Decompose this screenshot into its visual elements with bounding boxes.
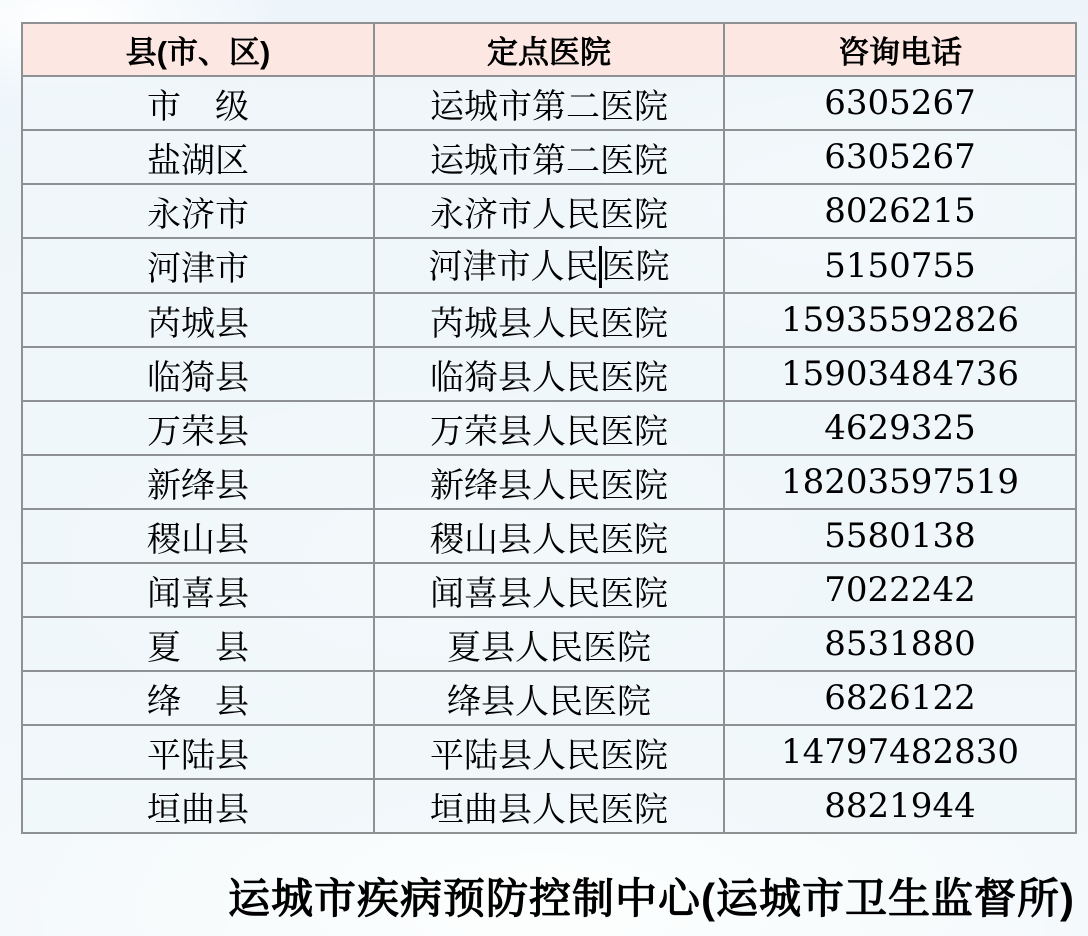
table-row — [22, 238, 1076, 293]
hospital-cell[interactable]: 稷山县人民医院 — [374, 509, 724, 563]
region-cell[interactable]: 平陆县 — [22, 725, 374, 779]
table-row — [22, 617, 1076, 671]
table-row — [22, 184, 1076, 238]
header-cell-region[interactable]: 县(市、区) — [22, 23, 374, 76]
hospital-cell[interactable]: 临猗县人民医院 — [374, 347, 724, 401]
table-row — [22, 509, 1076, 563]
phone-cell[interactable]: 18203597519 — [724, 455, 1076, 509]
table-body — [22, 76, 1076, 833]
region-cell[interactable]: 绛 县 — [22, 671, 374, 725]
region-cell[interactable]: 万荣县 — [22, 401, 374, 455]
phone-cell[interactable]: 14797482830 — [724, 725, 1076, 779]
hospital-cell[interactable]: 万荣县人民医院 — [374, 401, 724, 455]
hospital-cell[interactable]: 闻喜县人民医院 — [374, 563, 724, 617]
header-cell-phone[interactable]: 咨询电话 — [724, 23, 1076, 76]
hospital-cell[interactable]: 垣曲县人民医院 — [374, 779, 724, 833]
region-cell[interactable]: 市 级 — [22, 76, 374, 130]
hospital-cell[interactable]: 永济市人民医院 — [374, 184, 724, 238]
table-row — [22, 455, 1076, 509]
hospital-cell[interactable]: 芮城县人民医院 — [374, 293, 724, 347]
hospital-cell[interactable]: 平陆县人民医院 — [374, 725, 724, 779]
footer-org-title[interactable]: 运城市疾病预防控制中心(运城市卫生监督所) — [228, 875, 1075, 922]
hospital-cell[interactable]: 运城市第二医院 — [374, 76, 724, 130]
region-cell[interactable]: 盐湖区 — [22, 130, 374, 184]
phone-cell[interactable]: 5150755 — [724, 238, 1076, 293]
phone-cell[interactable]: 15935592826 — [724, 293, 1076, 347]
table-row — [22, 671, 1076, 725]
table-row — [22, 401, 1076, 455]
phone-cell[interactable]: 6826122 — [724, 671, 1076, 725]
region-cell[interactable]: 永济市 — [22, 184, 374, 238]
phone-cell[interactable]: 6305267 — [724, 76, 1076, 130]
region-cell[interactable]: 闻喜县 — [22, 563, 374, 617]
region-cell[interactable]: 夏 县 — [22, 617, 374, 671]
header-cell-hospital[interactable]: 定点医院 — [374, 23, 724, 76]
table-row — [22, 76, 1076, 130]
table-row — [22, 779, 1076, 833]
table-row — [22, 293, 1076, 347]
table-row — [22, 563, 1076, 617]
table-row — [22, 130, 1076, 184]
phone-cell[interactable]: 8821944 — [724, 779, 1076, 833]
phone-cell[interactable]: 8531880 — [724, 617, 1076, 671]
region-cell[interactable]: 临猗县 — [22, 347, 374, 401]
table-header-row — [22, 23, 1076, 76]
phone-cell[interactable]: 4629325 — [724, 401, 1076, 455]
hospital-text-after-cursor: 医院 — [601, 247, 670, 287]
region-cell[interactable]: 芮城县 — [22, 293, 374, 347]
table-row — [22, 725, 1076, 779]
table-row — [22, 347, 1076, 401]
hospital-cell[interactable]: 运城市第二医院 — [374, 130, 724, 184]
region-cell[interactable]: 垣曲县 — [22, 779, 374, 833]
phone-cell[interactable]: 8026215 — [724, 184, 1076, 238]
phone-cell[interactable]: 7022242 — [724, 563, 1076, 617]
region-cell[interactable]: 河津市 — [22, 238, 374, 293]
phone-cell[interactable]: 5580138 — [724, 509, 1076, 563]
hospital-cell[interactable]: 夏县人民医院 — [374, 617, 724, 671]
phone-cell[interactable]: 15903484736 — [724, 347, 1076, 401]
hospital-cell[interactable] — [374, 238, 724, 293]
hospital-text-before-cursor: 河津市人民 — [428, 247, 599, 287]
phone-cell[interactable]: 6305267 — [724, 130, 1076, 184]
hospital-phone-table — [21, 22, 1077, 834]
region-cell[interactable]: 新绛县 — [22, 455, 374, 509]
hospital-cell[interactable]: 绛县人民医院 — [374, 671, 724, 725]
hospital-cell[interactable]: 新绛县人民医院 — [374, 455, 724, 509]
region-cell[interactable]: 稷山县 — [22, 509, 374, 563]
